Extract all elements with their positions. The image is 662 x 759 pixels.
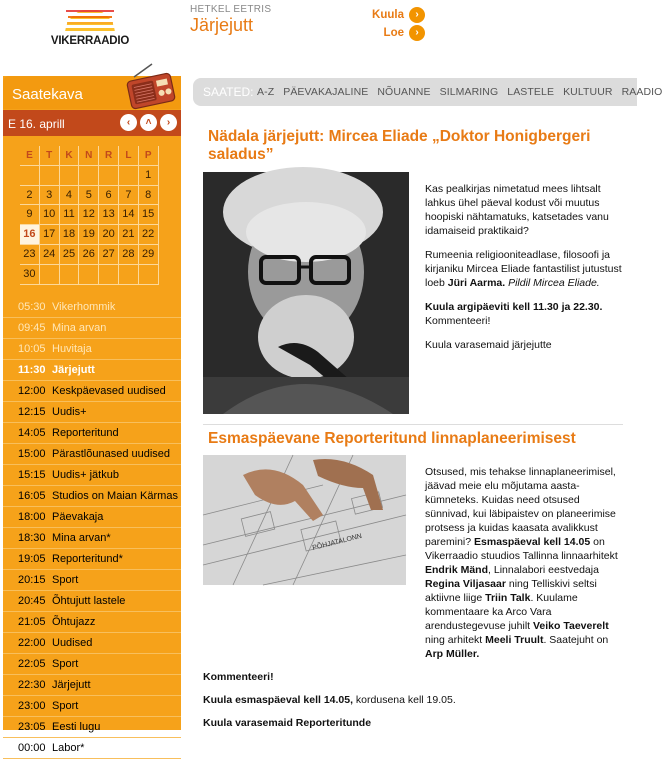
arrow-right-icon: › (409, 7, 425, 23)
schedule-item[interactable] (3, 528, 181, 549)
schedule-show-name: Mina arvan (52, 321, 107, 334)
schedule-time: 20:15 (18, 573, 46, 586)
calendar-day[interactable]: 6 (99, 186, 119, 206)
calendar-day[interactable]: 10 (40, 205, 60, 225)
schedule-show-name: Huvitaja (52, 342, 92, 355)
schedule-time: 18:00 (18, 510, 46, 523)
photo-caption: Pildil Mircea Eliade. (505, 277, 600, 289)
sidebar-header (3, 76, 181, 109)
calendar-day[interactable]: 11 (60, 205, 80, 225)
schedule-show-name: Reporteritund (52, 426, 119, 439)
calendar-day[interactable]: 4 (60, 186, 80, 206)
schedule-time: 23:05 (18, 720, 46, 733)
calendar-day[interactable]: 17 (40, 225, 60, 245)
airtime: Esmaspäeval kell 14.05 (474, 536, 591, 548)
schedule-item[interactable] (3, 465, 181, 486)
schedule-time: 20:45 (18, 594, 46, 607)
more-episodes-label: Kuula varasemaid Reporteritunde (203, 717, 372, 729)
main-content (203, 128, 623, 729)
schedule-show-name: Studios on Maian Kärmas (52, 489, 178, 502)
nav-item-silmaring[interactable]: SILMARING (439, 86, 499, 98)
listen-label: Kuula (372, 9, 404, 21)
nav-item-a-z[interactable]: A-Z (257, 86, 275, 98)
logo-text: VIKERRAADIO (50, 35, 130, 47)
shows-nav-label: SAATED: (203, 85, 254, 99)
calendar-day[interactable]: 20 (99, 225, 119, 245)
schedule-time: 19:05 (18, 552, 46, 565)
calendar-day[interactable]: 3 (40, 186, 60, 206)
schedule-time: 14:05 (18, 426, 46, 439)
listen-links (350, 6, 425, 42)
calendar-day[interactable]: 7 (119, 186, 139, 206)
schedule-time: 16:05 (18, 489, 46, 502)
reader-name: Jüri Aarma. (447, 277, 506, 289)
guest-name: Veiko Taeverelt (533, 620, 609, 632)
calendar-day[interactable]: 15 (139, 205, 159, 225)
schedule-show-name: Järjejutt (52, 363, 95, 376)
text-span: kordusena kell 19.05. (353, 694, 456, 706)
weekday-label: L (119, 146, 139, 166)
schedule-show-name: Vikerhommik (52, 300, 116, 313)
calendar-empty-cell (40, 265, 60, 285)
calendar-day[interactable]: 28 (119, 245, 139, 265)
schedule-time: 22:05 (18, 657, 46, 670)
comment-link[interactable] (203, 670, 623, 684)
guest-name: Endrik Mänd (425, 564, 489, 576)
calendar-week (20, 245, 181, 265)
airtime: Kuula esmaspäeval kell 14.05, (203, 694, 354, 706)
schedule-time: 15:00 (18, 447, 46, 460)
schedule-item[interactable] (3, 549, 181, 570)
schedule-item[interactable] (3, 696, 181, 717)
divider (203, 424, 623, 425)
article-paragraph (203, 465, 623, 661)
text-span: ning arhitekt (425, 634, 486, 646)
radio-icon (124, 63, 178, 109)
article-body (425, 182, 623, 362)
calendar-day[interactable]: 29 (139, 245, 159, 265)
nav-item-raadio[interactable]: RAADIO (621, 86, 662, 98)
date-bar (3, 110, 181, 136)
nav-item-kultuur[interactable]: KULTUUR (563, 86, 613, 98)
schedule-show-name: Sport (52, 657, 79, 670)
schedule-time: 21:05 (18, 615, 46, 628)
comment-link[interactable]: Kommenteeri! (425, 315, 491, 327)
calendar-day[interactable]: 8 (139, 186, 159, 206)
weekday-label: T (40, 146, 60, 166)
calendar-day[interactable]: 14 (119, 205, 139, 225)
text-span: Otsused, mis tehakse linnaplaneerimisel, jäävad meie elu mõjutama aasta-kümneteks. Kuidas need otsused sünnivad, kui läbipaistev on planeerimise protsess ja kuidas kaasata avalikkust paremini? (425, 466, 616, 548)
guest-name: Meeli Truult (485, 634, 544, 646)
schedule-item[interactable] (3, 381, 181, 402)
guest-name: Triin Talk (485, 592, 531, 604)
calendar-week (20, 265, 181, 285)
calendar-day[interactable]: 27 (99, 245, 119, 265)
schedule-item[interactable] (3, 444, 181, 465)
calendar-day[interactable]: 23 (20, 245, 40, 265)
calendar-day[interactable]: 9 (20, 205, 40, 225)
schedule-show-name: Uudised (52, 636, 93, 649)
calendar-day[interactable]: 30 (20, 265, 40, 285)
schedule-show-name: Sport (52, 699, 79, 712)
calendar-day[interactable]: 13 (99, 205, 119, 225)
schedule-time: 05:30 (18, 300, 46, 313)
weekday-label: N (79, 146, 99, 166)
calendar-empty-cell (79, 166, 99, 186)
article-paragraph (425, 300, 623, 328)
article-title[interactable]: Esmaspäevane Reporteritund linnaplaneerimisest (208, 430, 576, 447)
schedule-item[interactable] (3, 360, 181, 381)
schedule-time: 11:30 (18, 363, 46, 376)
schedule-item[interactable] (3, 339, 181, 360)
more-episodes-link[interactable] (203, 716, 623, 730)
schedule-time: 22:00 (18, 636, 46, 649)
schedule-time: 09:45 (18, 321, 46, 334)
comment-label: Kommenteeri! (203, 671, 274, 683)
calendar-empty-cell (139, 265, 159, 285)
now-playing-title[interactable]: Järjejutt (190, 15, 254, 35)
read-link[interactable] (350, 24, 425, 42)
calendar-day[interactable]: 26 (79, 245, 99, 265)
calendar-day[interactable]: 16 (20, 225, 40, 245)
nav-item-paevakajaline[interactable]: PÄEVAKAJALINE (283, 86, 369, 98)
text-span: . Kuulame kommentaare ka Arco Vara arendustegevuse juhilt (425, 592, 578, 632)
calendar-day[interactable]: 24 (40, 245, 60, 265)
schedule-item[interactable] (3, 738, 181, 759)
schedule-list (3, 297, 181, 759)
read-label: Loe (383, 27, 404, 39)
arrow-right-icon: › (409, 25, 425, 41)
site-header (0, 0, 637, 60)
shows-nav (193, 78, 662, 106)
weekday-label: K (60, 146, 80, 166)
schedule-show-name: Keskpäevased uudised (52, 384, 166, 397)
calendar-day[interactable]: 19 (79, 225, 99, 245)
weekday-label: E (20, 146, 40, 166)
calendar-day[interactable]: 22 (139, 225, 159, 245)
schedule-item[interactable] (3, 591, 181, 612)
calendar-day[interactable]: 2 (20, 186, 40, 206)
calendar-weekdays (20, 146, 181, 166)
text-span: Rumeenia religiooniteadlase, filosoofi ja kirjaniku Mircea Eliade fantastilist jutustust loeb (425, 249, 622, 289)
schedule-sidebar (3, 76, 181, 754)
calendar-empty-cell (99, 166, 119, 186)
text-span: . Saatejuht on (543, 634, 609, 646)
calendar-day[interactable]: 18 (60, 225, 80, 245)
schedule-show-name: Sport (52, 573, 79, 586)
guest-name: Regina Viljasaar (425, 578, 506, 590)
article-paragraph (203, 693, 623, 707)
calendar-empty-cell (119, 265, 139, 285)
calendar-day[interactable]: 25 (60, 245, 80, 265)
schedule-time: 18:30 (18, 531, 46, 544)
schedule-time: 22:30 (18, 678, 46, 691)
schedule-time: 23:00 (18, 699, 46, 712)
date-nav (120, 114, 177, 131)
now-playing-label: HETKEL EETRIS (190, 4, 272, 15)
calendar-empty-cell (60, 265, 80, 285)
schedule-item[interactable] (3, 717, 181, 738)
calendar-empty-cell (60, 166, 80, 186)
now-playing (190, 4, 271, 36)
schedule-show-name: Pärastlõunased uudised (52, 447, 171, 460)
text-span: , Linnalabori eestvedaja (488, 564, 599, 576)
calendar-week (20, 166, 181, 186)
schedule-show-name: Mina arvan* (52, 531, 111, 544)
calendar-empty-cell (119, 166, 139, 186)
schedule-time: 10:05 (18, 342, 46, 355)
listen-link[interactable] (350, 6, 425, 24)
schedule-item[interactable] (3, 402, 181, 423)
schedule-item[interactable] (3, 486, 181, 507)
prev-day-button[interactable]: ‹ (120, 114, 137, 131)
calendar-week (20, 225, 181, 245)
calendar-weeks (20, 166, 181, 285)
schedule-item[interactable] (3, 612, 181, 633)
calendar-day[interactable]: 5 (79, 186, 99, 206)
text-span: on Vikerraadio stuudios Tallinna linnaarhitekt (425, 536, 618, 562)
nav-item-lastele[interactable]: LASTELE (507, 86, 555, 98)
schedule-show-name: Õhtujutt lastele (52, 594, 126, 607)
weekday-label: P (139, 146, 159, 166)
shows-nav-items (257, 86, 662, 98)
calendar-empty-cell (20, 166, 40, 186)
schedule-time: 00:00 (18, 741, 46, 754)
schedule-item[interactable] (3, 570, 181, 591)
calendar-week (20, 205, 181, 225)
vikerraadio-logo[interactable] (40, 4, 140, 52)
schedule-time: 12:15 (18, 405, 46, 418)
airtime: Kuula argipäeviti kell 11.30 ja 22.30. (425, 301, 603, 313)
article-title[interactable]: Nädala järjejutt: Mircea Eliade „Doktor Honigbergeri saladus” (208, 128, 591, 163)
more-episodes-link[interactable]: Kuula varasemaid järjejutte (425, 339, 552, 351)
schedule-show-name: Labor* (52, 741, 85, 754)
current-date: E 16. aprill (8, 117, 65, 131)
schedule-show-name: Eesti lugu (52, 720, 101, 733)
article-paragraph: Kas pealkirjas nimetatud mees lihtsalt lahkus ühel päeval kodust või muutus hoopiski nähtamatuks, katsetades vanu idamaiseid praktikaid? (425, 183, 609, 237)
calendar-day[interactable]: 1 (139, 166, 159, 186)
schedule-show-name: Reporteritund* (52, 552, 123, 565)
calendar-day[interactable]: 12 (79, 205, 99, 225)
schedule-item[interactable] (3, 507, 181, 528)
schedule-show-name: Järjejutt (52, 678, 91, 691)
schedule-item[interactable] (3, 654, 181, 675)
calendar-week (20, 186, 181, 206)
schedule-time: 12:00 (18, 384, 46, 397)
article-paragraph (425, 248, 623, 290)
schedule-item[interactable] (3, 423, 181, 444)
schedule-item[interactable] (3, 675, 181, 696)
nav-item-nouanne[interactable]: NÕUANNE (377, 86, 431, 98)
map-label: PÕHJATALONN (311, 532, 363, 552)
sidebar-title: Saatekava (12, 86, 83, 103)
host-name: Arp Müller. (425, 648, 480, 660)
schedule-show-name: Päevakaja (52, 510, 104, 523)
calendar-empty-cell (79, 265, 99, 285)
calendar-toggle-button[interactable]: ˄ (140, 114, 157, 131)
calendar-day[interactable]: 21 (119, 225, 139, 245)
calendar (3, 136, 181, 285)
schedule-show-name: Õhtujazz (52, 615, 96, 628)
next-day-button[interactable]: › (160, 114, 177, 131)
schedule-time: 15:15 (18, 468, 46, 481)
schedule-item[interactable] (3, 297, 181, 318)
schedule-show-name: Uudis+ (52, 405, 87, 418)
calendar-empty-cell (40, 166, 60, 186)
sun-logo-icon (64, 4, 116, 34)
schedule-item[interactable] (3, 633, 181, 654)
weekday-label: R (99, 146, 119, 166)
author-photo (203, 172, 409, 414)
article-body (203, 465, 623, 739)
calendar-empty-cell (99, 265, 119, 285)
schedule-item[interactable] (3, 318, 181, 339)
text-span: ning Telliskivi seltsi aktiivne liige (425, 578, 597, 604)
schedule-show-name: Uudis+ jätkub (52, 468, 119, 481)
